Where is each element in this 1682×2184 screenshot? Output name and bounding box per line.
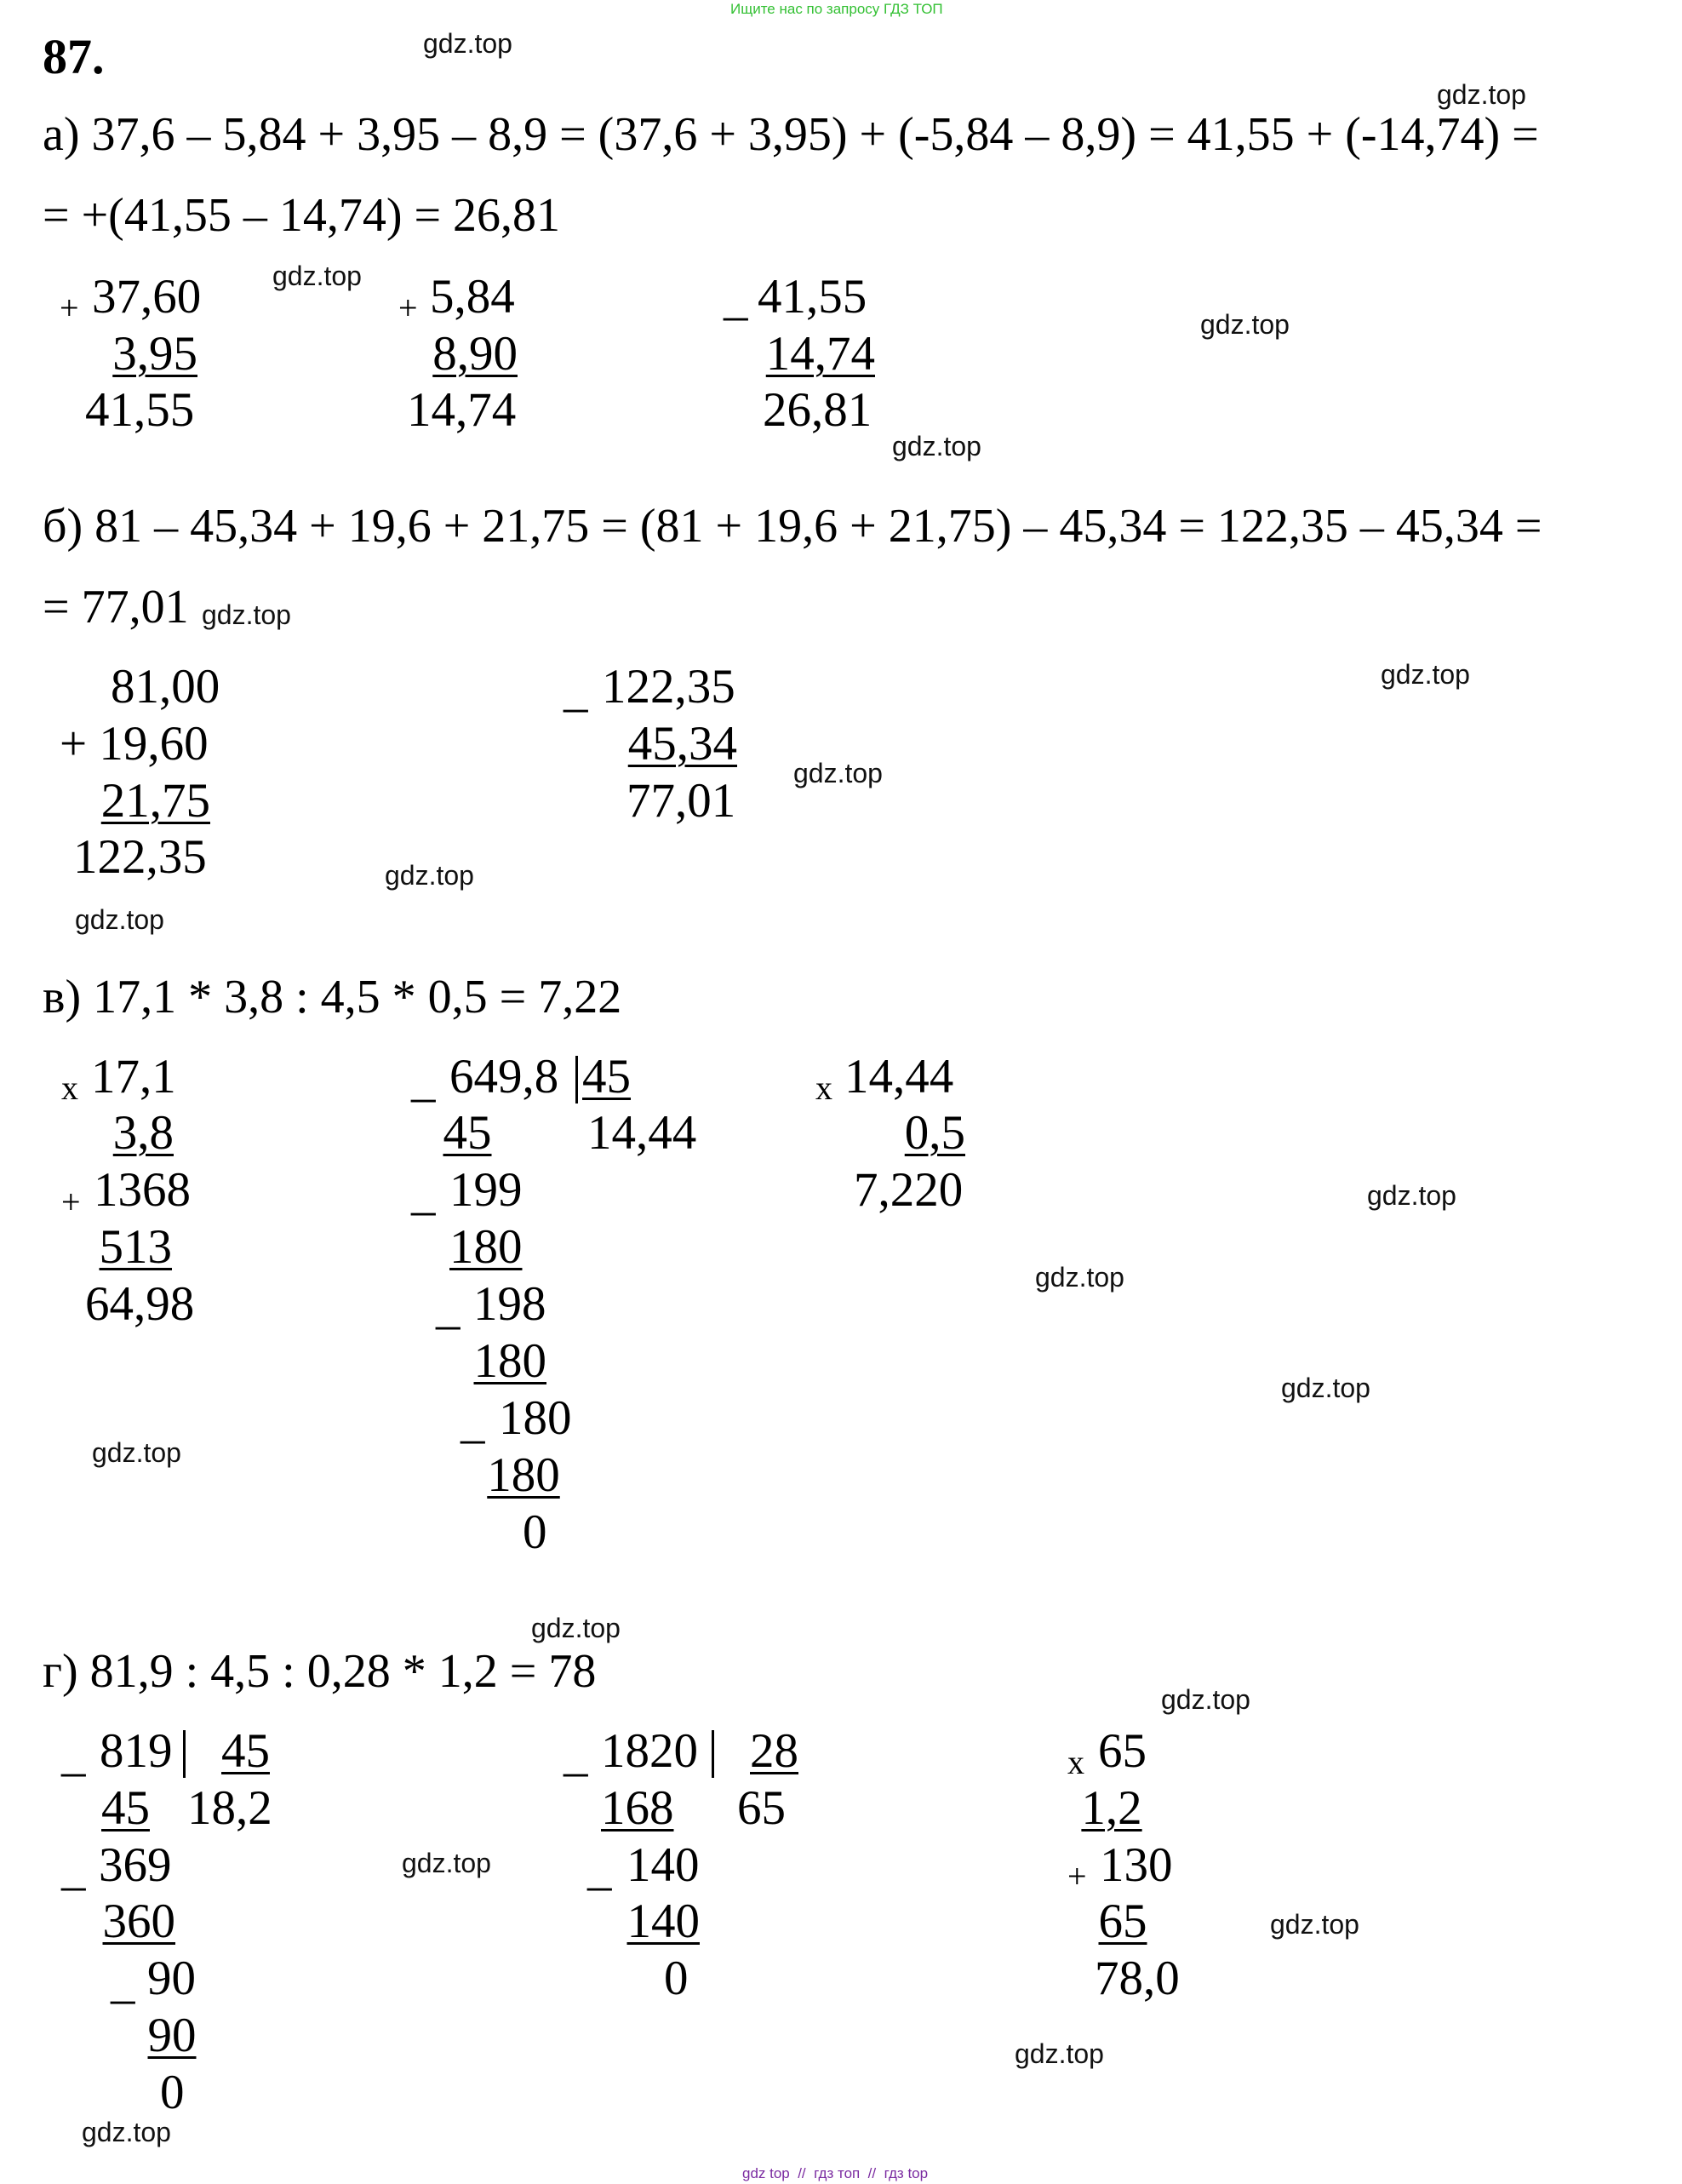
part-v-div-bracket: [575, 1056, 578, 1103]
part-a-sum2-top: 5,84: [430, 270, 515, 324]
part-g-div1-divisor: 45: [221, 1724, 270, 1778]
part-v-mult2-result: 7,220: [854, 1163, 964, 1217]
part-v-mult2-sign: x: [815, 1069, 832, 1107]
part-v-div-divisor: 45: [582, 1050, 631, 1103]
part-v-mult1-factor: 3,8: [112, 1106, 174, 1160]
part-g-div2-quotient: 65: [737, 1781, 786, 1835]
part-g-mult-sign: x: [1067, 1743, 1084, 1781]
part-g-div1-step: 369: [99, 1838, 172, 1892]
watermark-text: gdz.top: [531, 1613, 621, 1643]
part-a-sum1-top: 37,60: [92, 270, 202, 324]
part-g-mult-partial-1: 130: [1100, 1838, 1173, 1892]
part-b-sum-row-2: + 19,60: [60, 717, 209, 771]
watermark-text: gdz.top: [1200, 309, 1290, 340]
part-a-diff-sign: _: [724, 272, 748, 325]
watermark-text: gdz.top: [272, 261, 362, 291]
part-g-div2-remainder: 0: [664, 1952, 689, 2005]
part-a-sum2-result: 14,74: [407, 383, 517, 437]
part-g-mult-partial-2: 65: [1098, 1895, 1147, 1948]
part-v-equation: в) 17,1 * 3,8 : 4,5 * 0,5 = 7,22: [43, 971, 622, 1023]
watermark-text: gdz.top: [892, 431, 981, 461]
part-v-div-minus-3: _: [436, 1281, 461, 1334]
part-v-mult2-factor: 0,5: [904, 1106, 965, 1160]
watermark-text: gdz.top: [82, 2117, 171, 2147]
watermark-text: gdz.top: [92, 1437, 181, 1468]
watermark-text: gdz.top: [202, 599, 291, 630]
part-b-diff-top: 122,35: [602, 660, 735, 714]
part-g-div1-step: 360: [102, 1895, 175, 1948]
part-v-div-step: 45: [443, 1106, 492, 1160]
part-b-diff-sign: _: [564, 663, 588, 717]
part-g-mult-top: 65: [1098, 1724, 1147, 1778]
watermark-text: gdz.top: [402, 1848, 491, 1878]
part-v-mult2-top: 14,44: [844, 1050, 954, 1103]
part-v-div-step: 180: [499, 1391, 572, 1445]
part-v-div-remainder: 0: [523, 1505, 547, 1559]
part-g-div1-dividend: 819: [100, 1724, 173, 1778]
watermark-text: gdz.top: [1437, 79, 1526, 110]
part-b-diff-subtrahend: 45,34: [627, 717, 737, 771]
part-g-div2-bracket: [712, 1730, 714, 1778]
part-g-div2-step: 168: [601, 1781, 674, 1835]
part-a-equation-line-1: а) 37,6 – 5,84 + 3,95 – 8,9 = (37,6 + 3,95) + (-5,84 – 8,9) = 41,55 + (-14,74) =: [43, 108, 1539, 161]
part-a-sum1-result: 41,55: [85, 383, 195, 437]
part-g-div2-minus-1: _: [564, 1728, 588, 1781]
part-g-div1-bracket: [183, 1730, 186, 1778]
watermark-text: gdz.top: [1367, 1180, 1456, 1211]
part-v-mult1-result: 64,98: [85, 1277, 195, 1331]
part-v-mult1-partial-1: 1368: [94, 1163, 191, 1217]
part-a-sum1-sign: +: [60, 289, 79, 327]
part-v-div-step: 199: [449, 1163, 523, 1217]
watermark-text: gdz.top: [75, 904, 164, 935]
part-v-div-minus-1: _: [411, 1053, 436, 1107]
part-v-div-minus-2: _: [411, 1167, 436, 1220]
part-g-div1-minus-3: _: [111, 1955, 135, 2009]
part-v-div-step: 180: [449, 1220, 523, 1274]
part-g-mult-plus: +: [1067, 1857, 1087, 1895]
part-a-diff-result: 26,81: [763, 383, 872, 437]
site-footer[interactable]: gdz top // гдз топ // гдз top: [742, 2165, 929, 2181]
part-v-mult1-plus: +: [61, 1183, 81, 1221]
part-b-sum-row-3: 21,75: [100, 774, 210, 828]
watermark-text: gdz.top: [1281, 1373, 1370, 1403]
watermark-text: gdz.top: [1161, 1684, 1250, 1715]
part-g-div1-quotient: 18,2: [187, 1781, 272, 1835]
part-g-div1-minus-1: _: [61, 1728, 86, 1781]
part-v-div-quotient: 14,44: [587, 1106, 697, 1160]
part-v-div-step: 198: [473, 1277, 546, 1331]
watermark-text: gdz.top: [1015, 2038, 1104, 2069]
site-banner[interactable]: Ищите нас по запросу ГДЗ ТОП: [730, 1, 943, 17]
part-g-div1-step: 45: [101, 1781, 150, 1835]
watermark-text: gdz.top: [385, 860, 474, 891]
part-b-equation-line-2: = 77,01: [43, 581, 189, 633]
part-a-diff-top: 41,55: [758, 270, 867, 324]
part-g-div1-minus-2: _: [61, 1842, 86, 1895]
part-g-div2-minus-2: _: [587, 1842, 612, 1895]
part-v-div-minus-4: _: [461, 1395, 485, 1448]
part-g-mult-result: 78,0: [1095, 1952, 1180, 2005]
watermark-text: gdz.top: [793, 758, 883, 788]
part-b-diff-result: 77,01: [626, 774, 736, 828]
part-g-mult-factor: 1,2: [1081, 1781, 1142, 1835]
watermark-text: gdz.top: [1035, 1262, 1124, 1293]
part-a-diff-subtrahend: 14,74: [765, 327, 875, 381]
part-g-div2-step: 140: [626, 1838, 700, 1892]
watermark-text: gdz.top: [423, 28, 512, 59]
watermark-text: gdz.top: [1270, 1909, 1359, 1940]
part-g-div2-dividend: 1820: [601, 1724, 698, 1778]
watermark-text: gdz.top: [1381, 659, 1470, 690]
part-g-div2-divisor: 28: [750, 1724, 798, 1778]
part-v-mult1-partial-2: 513: [99, 1220, 172, 1274]
part-g-equation: г) 81,9 : 4,5 : 0,28 * 1,2 = 78: [43, 1645, 597, 1698]
part-b-sum-row-1: 81,00: [111, 660, 220, 714]
part-g-div1-remainder: 0: [160, 2066, 185, 2119]
part-a-sum2-addend: 8,90: [432, 327, 518, 381]
part-a-sum2-sign: +: [398, 289, 418, 327]
part-g-div2-step: 140: [626, 1895, 700, 1948]
part-v-div-step: 180: [473, 1334, 546, 1388]
problem-number: 87.: [43, 29, 105, 84]
part-b-sum-result: 122,35: [73, 830, 207, 884]
part-v-mult1-sign: x: [61, 1069, 78, 1107]
part-b-equation-line-1: б) 81 – 45,34 + 19,6 + 21,75 = (81 + 19,6 + 21,75) – 45,34 = 122,35 – 45,34 =: [43, 500, 1542, 553]
part-v-mult1-top: 17,1: [91, 1050, 176, 1103]
part-g-div1-step: 90: [147, 1952, 196, 2005]
part-g-div1-step: 90: [147, 2009, 197, 2062]
part-a-sum1-addend: 3,95: [112, 327, 197, 381]
part-a-equation-line-2: = +(41,55 – 14,74) = 26,81: [43, 189, 561, 242]
part-v-div-dividend: 649,8: [449, 1050, 559, 1103]
part-v-div-step: 180: [487, 1448, 560, 1502]
